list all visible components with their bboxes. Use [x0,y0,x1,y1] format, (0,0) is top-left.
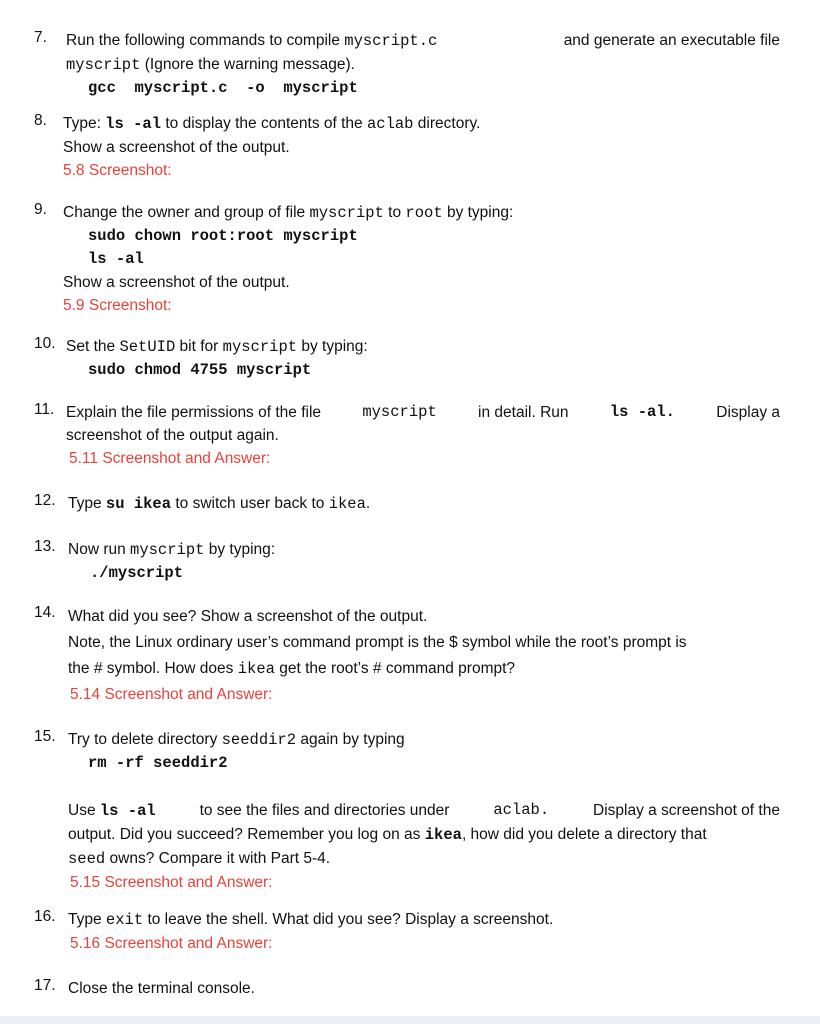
text: Try to delete directory seeddir2 again by typing [68,731,405,749]
screenshot-label: 5.11 Screenshot and Answer: [69,450,271,467]
command: rm -rf seeddir2 [88,754,228,772]
text: Close the terminal console. [68,980,255,997]
item-number: 9. [34,201,47,218]
screenshot-label: 5.16 Screenshot and Answer: [70,935,273,952]
text: myscript (Ignore the warning message). [66,56,355,74]
text: Run the following commands to compile myscript.c [66,32,438,50]
text: Type: ls -al to display the contents of the aclab directory. [63,115,481,133]
item-number: 8. [34,112,47,129]
item-number: 14. [34,604,56,621]
text: Use ls -al to see the files and directories under aclab. Display a screenshot of the [68,801,780,820]
item-number: 12. [34,492,56,509]
screenshot-label: 5.9 Screenshot: [63,297,172,314]
text: Note, the Linux ordinary user’s command prompt is the $ symbol while the root’s prompt is [68,634,687,651]
item-number: 7. [34,29,47,46]
command: gcc myscript.c -o myscript [88,79,358,97]
text: Now run myscript by typing: [68,541,276,559]
item-number: 15. [34,728,56,745]
screenshot-label: 5.8 Screenshot: [63,162,172,179]
page-bottom-edge [0,1016,820,1024]
command: sudo chown root:root myscript [88,227,358,245]
screenshot-label: 5.14 Screenshot and Answer: [70,686,273,703]
text: Type su ikea to switch user back to ikea. [68,495,371,513]
text: What did you see? Show a screenshot of the output. [68,608,428,625]
item-number: 17. [34,977,56,994]
text: Show a screenshot of the output. [63,139,290,156]
text: Type exit to leave the shell. What did you see? Display a screenshot. [68,911,554,929]
screenshot-label: 5.15 Screenshot and Answer: [70,874,273,891]
text: Explain the file permissions of the file myscript in detail. Run ls -al. Display a [66,403,780,421]
text: the # symbol. How does ikea get the root’s # command prompt? [68,660,516,678]
text: Change the owner and group of file myscript to root by typing: [63,204,514,222]
command: sudo chmod 4755 myscript [88,361,312,379]
item-number: 16. [34,908,56,925]
text: screenshot of the output again. [66,427,279,444]
text: Set the SetUID bit for myscript by typing: [66,338,368,356]
text: output. Did you succeed? Remember you log on as ikea, how did you delete a directory that [68,826,707,844]
command: ./myscript [90,564,184,582]
command: ls -al [88,250,144,268]
item-number: 13. [34,538,56,555]
text: Show a screenshot of the output. [63,274,290,291]
text: seed owns? Compare it with Part 5-4. [68,850,331,868]
item-number: 11. [34,401,55,418]
text: and generate an executable file [563,32,780,49]
item-number: 10. [34,335,56,352]
